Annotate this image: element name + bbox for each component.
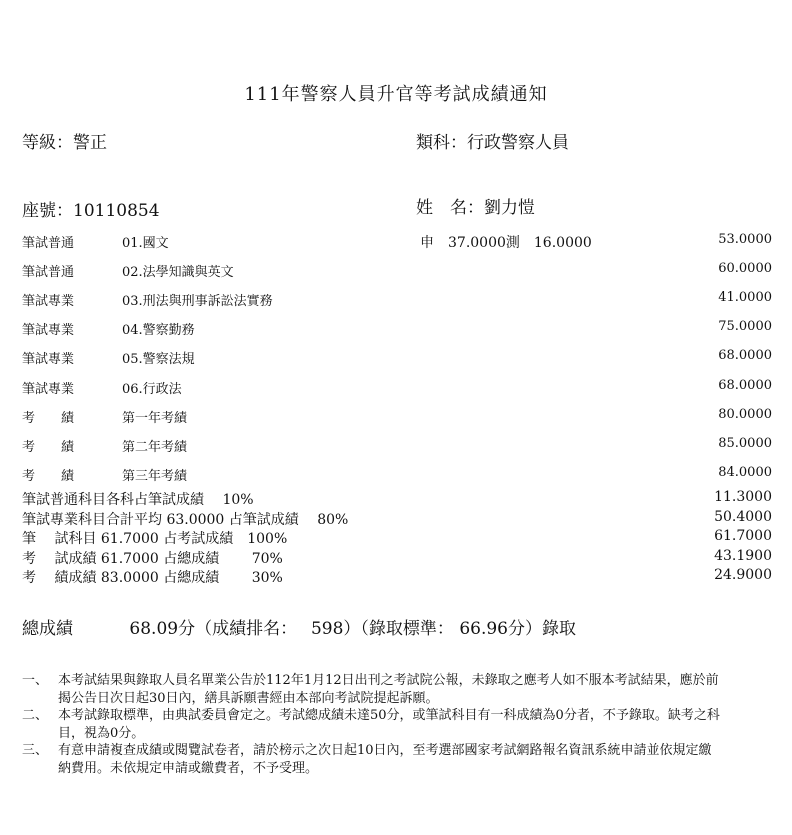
page-title: 111年警察人員升官等考試成績通知 [244, 84, 548, 105]
row-subject: 06.行政法 [122, 381, 182, 397]
row-subject: 04.警察勤務 [122, 323, 195, 339]
note-item [22, 742, 722, 777]
seat-number: 座號：10110854 [22, 201, 160, 221]
exam-category: 類科：行政警察人員 [416, 133, 569, 153]
candidate-name: 姓 名：劉力愷 [416, 198, 535, 218]
summary-value: 43.1900 [714, 547, 772, 564]
row-subject: 第三年考績 [122, 468, 188, 484]
notes-section [22, 672, 722, 777]
table-row [0, 378, 792, 400]
table-row [0, 319, 792, 341]
summary-value: 11.3000 [714, 489, 772, 505]
exam-grade: 等級：警正 [22, 133, 107, 153]
table-row [0, 232, 792, 254]
row-score: 53.0000 [718, 232, 772, 247]
row-subject: 01.國文 [122, 236, 169, 251]
row-score: 75.0000 [718, 319, 772, 335]
note-number: 三、 [22, 743, 49, 758]
row-category: 筆試普通 [22, 236, 75, 251]
row-subject: 05.警察法規 [122, 352, 195, 368]
row-category: 考 績 [22, 439, 75, 455]
summary-value: 50.4000 [714, 508, 772, 525]
summary-label: 考 績成績 83.0000 占總成績 30% [22, 570, 283, 587]
row-subject: 第一年考績 [122, 410, 188, 426]
row-category: 考 績 [22, 410, 75, 426]
note-item [22, 707, 722, 742]
summary-value: 24.9000 [714, 567, 772, 584]
note-text: 本考試結果與錄取人員名單業公告於112年1月12日出刊之考試院公報，未錄取之應考人如不服本考試結果，應於前揭公告日次日起30日內，繕具訴願書經由本部向考試院提起訴願。 [58, 673, 719, 706]
row-score: 84.0000 [718, 464, 772, 480]
table-row [0, 348, 792, 370]
summary-label: 考 試成績 61.7000 占總成績 70% [22, 550, 283, 567]
table-row [0, 261, 792, 283]
note-text: 本考試錄取標準，由典試委員會定之。考試總成績未達50分，或筆試科目有一科成績為0分者，不予錄取。缺考之科目，視為0分。 [58, 708, 720, 741]
row-category: 考 績 [22, 468, 75, 484]
row-subject: 第二年考績 [122, 439, 188, 455]
row-score: 85.0000 [718, 435, 772, 451]
row-score: 68.0000 [718, 377, 772, 393]
note-number: 一、 [22, 673, 49, 688]
row-category: 筆試專業 [22, 294, 75, 310]
summary-label: 筆 試科目 61.7000 占考試成績 100% [22, 531, 288, 548]
table-row [0, 290, 792, 312]
row-detail: 申 37.0000測 16.0000 [420, 235, 592, 251]
row-score: 60.0000 [718, 261, 772, 277]
row-category: 筆試專業 [22, 323, 75, 339]
summary-value: 61.7000 [714, 528, 772, 545]
note-number: 二、 [22, 708, 49, 723]
table-row [0, 436, 792, 458]
row-category: 筆試普通 [22, 265, 75, 281]
summary-label: 筆試普通科目各科占筆試成績 10% [22, 492, 254, 508]
row-score: 80.0000 [718, 406, 772, 422]
row-category: 筆試專業 [22, 352, 75, 368]
row-subject: 02.法學知識與英文 [122, 265, 234, 281]
row-subject: 03.刑法與刑事訴訟法實務 [122, 294, 273, 310]
note-text: 有意申請複查成績或閱覽試卷者，請於榜示之次日起10日內，至考選部國家考試網路報名資訊系統申請並依規定繳納費用。未依規定申請或繳費者，不予受理。 [58, 743, 712, 776]
row-score: 41.0000 [718, 290, 772, 306]
table-row [0, 465, 792, 487]
row-score: 68.0000 [718, 348, 772, 364]
row-category: 筆試專業 [22, 381, 75, 397]
total-score: 總成績 68.09分（成績排名： 598）（錄取標準： 66.96分）錄取 [22, 619, 576, 639]
summary-label: 筆試專業科目合計平均 63.0000 占筆試成績 80% [22, 511, 349, 528]
table-row [0, 407, 792, 429]
note-item [22, 672, 722, 707]
